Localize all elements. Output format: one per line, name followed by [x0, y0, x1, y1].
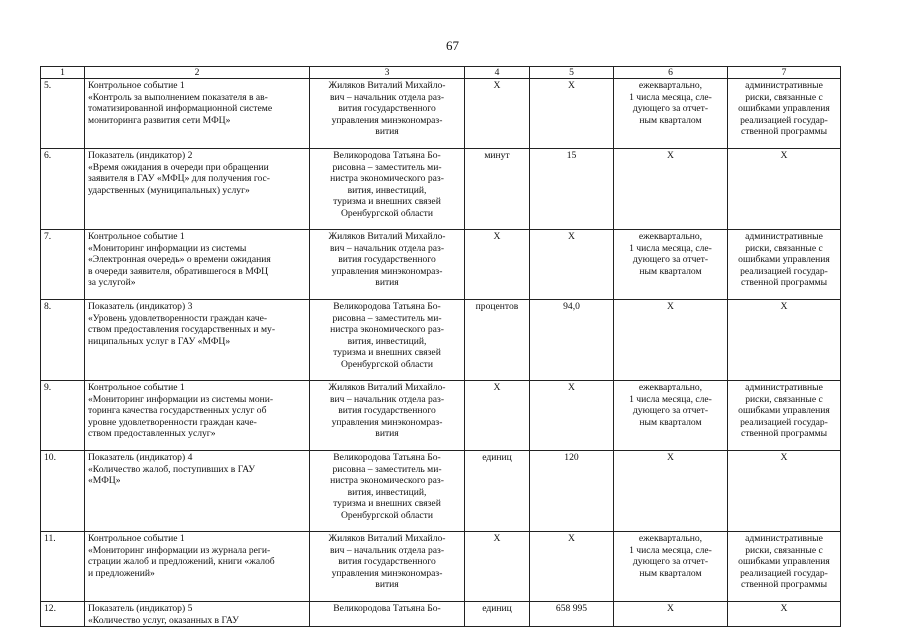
cell-line: дующего за отчет-	[632, 103, 709, 115]
cell-line: Жиляков Виталий Михайло-	[328, 533, 446, 544]
cell-line: административные	[745, 231, 823, 242]
risk-cell	[728, 230, 841, 300]
cell-line: вития, инвестиций,	[347, 184, 427, 196]
cell-line: единиц	[482, 452, 512, 463]
cell-line: заявителя в ГАУ «МФЦ» для получения гос-	[88, 173, 270, 185]
unit-cell	[465, 79, 530, 149]
cell-line: реализацией государ-	[740, 265, 828, 277]
cell-line: туризма и внешних связей	[333, 347, 441, 359]
cell-line: дующего за отчет-	[632, 254, 709, 266]
cell-line: Контрольное событие 1	[88, 231, 185, 242]
cell-line: ниципальных услуг в ГАУ «МФЦ»	[88, 335, 231, 347]
cell-line: ошибками управления	[738, 254, 830, 266]
column-number: 1	[41, 67, 85, 79]
cell-line: вич – начальник отдела раз-	[329, 91, 445, 103]
cell-line: ством предоставленных услуг»	[88, 428, 216, 440]
cell-line: процентов	[475, 301, 519, 312]
value-cell	[530, 79, 614, 149]
unit-cell	[465, 230, 530, 300]
cell-line: X	[493, 231, 501, 242]
unit-cell	[465, 300, 530, 381]
cell-line: ственной программы	[740, 277, 828, 289]
cell-line: ным кварталом	[639, 416, 702, 428]
unit-cell	[465, 532, 530, 602]
cell-line: нистра экономического раз-	[330, 173, 444, 185]
cell-line: вич – начальник отдела раз-	[329, 393, 445, 405]
value-cell	[530, 300, 614, 381]
cell-line: административные	[745, 80, 823, 91]
cell-line: «Время ожидания в очереди при обращении	[88, 161, 269, 173]
cell-line: риски, связанные с	[745, 242, 823, 254]
table-row	[41, 230, 841, 300]
page-number: 67	[446, 38, 459, 53]
column-number: 7	[728, 67, 841, 79]
cell-line: Великородова Татьяна Бо-	[333, 603, 441, 614]
column-number: 3	[310, 67, 465, 79]
risk-cell	[728, 381, 841, 451]
cell-line: Контрольное событие 1	[88, 382, 185, 393]
cell-line: 94,0	[563, 301, 580, 312]
column-number: 2	[85, 67, 310, 79]
period-cell	[614, 79, 728, 149]
row-number-cell: 10.	[41, 451, 85, 532]
period-cell	[614, 381, 728, 451]
cell-line: страции жалоб и предложений, книги «жалоб	[88, 556, 275, 568]
unit-cell	[465, 451, 530, 532]
cell-line: X	[667, 452, 674, 463]
cell-line: управления минэкономраз-	[331, 114, 443, 126]
cell-line: за услугой»	[88, 277, 136, 289]
column-number: 5	[530, 67, 614, 79]
value-cell	[530, 602, 614, 627]
responsible-cell	[310, 79, 465, 149]
table-row	[41, 79, 841, 149]
cell-line: X	[568, 231, 575, 242]
cell-line: рисовна – заместитель ми-	[332, 312, 442, 324]
cell-line: ежеквартально,	[638, 231, 703, 242]
cell-line: управления минэкономраз-	[331, 416, 443, 428]
cell-line: ным кварталом	[639, 114, 702, 126]
row-number-cell: 8.	[41, 300, 85, 381]
cell-line: Контрольное событие 1	[88, 80, 185, 91]
unit-cell	[465, 149, 530, 230]
cell-line: туризма и внешних связей	[333, 196, 441, 208]
cell-line: 120	[564, 452, 579, 463]
cell-line: в очереди заявителя, обратившегося в МФЦ	[88, 265, 269, 277]
value-cell	[530, 149, 614, 230]
responsible-cell	[310, 230, 465, 300]
value-cell	[530, 381, 614, 451]
item-name-cell	[85, 149, 310, 230]
cell-line: «Мониторинг информации из системы мони-	[88, 393, 274, 405]
cell-line: уровне удовлетворенности граждан каче-	[88, 416, 257, 428]
column-number: 4	[465, 67, 530, 79]
cell-line: X	[493, 533, 501, 544]
cell-line: X	[568, 382, 575, 393]
cell-line: вития	[375, 428, 399, 440]
cell-line: реализацией государ-	[740, 416, 828, 428]
responsible-cell	[310, 532, 465, 602]
row-number-cell: 6.	[41, 149, 85, 230]
cell-line: единиц	[482, 603, 512, 614]
table-row	[41, 602, 841, 627]
cell-line: X	[667, 301, 674, 312]
unit-cell	[465, 381, 530, 451]
cell-line: «Электронная очередь» о времени ожидания	[88, 254, 271, 266]
cell-line: управления минэкономраз-	[331, 265, 443, 277]
cell-line: ством предоставления государственных и му-	[88, 324, 276, 336]
cell-line: «Контроль за выполнением показателя в ав-	[88, 91, 268, 103]
item-name-cell	[85, 230, 310, 300]
cell-line: Оренбургской области	[341, 509, 433, 521]
cell-line: Жиляков Виталий Михайло-	[328, 231, 446, 242]
risk-cell	[728, 300, 841, 381]
cell-line: томатизированной информационной системе	[88, 103, 273, 115]
cell-line: X	[780, 150, 788, 161]
table-row	[41, 300, 841, 381]
cell-line: «МФЦ»	[88, 475, 121, 487]
cell-line: Жиляков Виталий Михайло-	[328, 382, 446, 393]
cell-line: 1 числа месяца, сле-	[629, 544, 712, 556]
row-number-cell: 7.	[41, 230, 85, 300]
responsible-cell	[310, 149, 465, 230]
cell-line: Жиляков Виталий Михайло-	[328, 80, 446, 91]
cell-line: X	[667, 150, 674, 161]
cell-line: Великородова Татьяна Бо-	[333, 301, 441, 312]
cell-line: X	[493, 80, 501, 91]
cell-line: 1 числа месяца, сле-	[629, 242, 712, 254]
period-cell	[614, 300, 728, 381]
cell-line: ежеквартально,	[638, 80, 703, 91]
item-name-cell	[85, 451, 310, 532]
cell-line: ственной программы	[740, 428, 828, 440]
value-cell	[530, 230, 614, 300]
cell-line: ежеквартально,	[638, 382, 703, 393]
cell-line: «Количество услуг, оказанных в ГАУ	[88, 614, 239, 626]
cell-line: вития	[375, 126, 399, 138]
column-number-row	[41, 67, 841, 79]
cell-line: административные	[745, 533, 823, 544]
cell-line: X	[568, 80, 575, 91]
cell-line: 1 числа месяца, сле-	[629, 393, 712, 405]
cell-line: Оренбургской области	[341, 358, 433, 370]
cell-line: рисовна – заместитель ми-	[332, 463, 442, 475]
cell-line: Контрольное событие 1	[88, 533, 185, 544]
cell-line: Великородова Татьяна Бо-	[333, 452, 441, 463]
cell-line: вития	[375, 277, 399, 289]
cell-line: ным кварталом	[639, 567, 702, 579]
cell-line: риски, связанные с	[745, 91, 823, 103]
cell-line: реализацией государ-	[740, 114, 828, 126]
risk-cell	[728, 532, 841, 602]
table-body	[41, 67, 841, 627]
table-row	[41, 451, 841, 532]
cell-line: «Уровень удовлетворенности граждан каче-	[88, 312, 268, 324]
cell-line: 658 995	[555, 603, 588, 614]
risk-cell	[728, 602, 841, 627]
cell-line: риски, связанные с	[745, 544, 823, 556]
table-row	[41, 532, 841, 602]
cell-line: реализацией государ-	[740, 567, 828, 579]
cell-line: 1 числа месяца, сле-	[629, 91, 712, 103]
cell-line: вития, инвестиций,	[347, 486, 427, 498]
risk-cell	[728, 149, 841, 230]
cell-line: дующего за отчет-	[632, 405, 709, 417]
item-name-cell	[85, 532, 310, 602]
cell-line: вич – начальник отдела раз-	[329, 544, 445, 556]
cell-line: вития	[375, 579, 399, 591]
table-row	[41, 381, 841, 451]
cell-line: X	[568, 533, 575, 544]
row-number-cell: 5.	[41, 79, 85, 149]
risk-cell	[728, 451, 841, 532]
cell-line: Великородова Татьяна Бо-	[333, 150, 441, 161]
program-table	[40, 66, 841, 627]
cell-line: «Мониторинг информации из журнала реги-	[88, 544, 271, 556]
cell-line: «Количество жалоб, поступивших в ГАУ	[88, 463, 256, 475]
cell-line: ственной программы	[740, 126, 828, 138]
cell-line: минут	[484, 150, 510, 161]
period-cell	[614, 149, 728, 230]
cell-line: X	[493, 382, 501, 393]
cell-line: риски, связанные с	[745, 393, 823, 405]
cell-line: вития государственного	[338, 103, 436, 115]
cell-line: X	[667, 603, 674, 614]
cell-line: ежеквартально,	[638, 533, 703, 544]
cell-line: «Мониторинг информации из системы	[88, 242, 247, 254]
cell-line: ошибками управления	[738, 405, 830, 417]
cell-line: X	[780, 301, 788, 312]
cell-line: торинга качества государственных услуг об	[88, 405, 267, 417]
cell-line: ным кварталом	[639, 265, 702, 277]
cell-line: туризма и внешних связей	[333, 498, 441, 510]
value-cell	[530, 532, 614, 602]
cell-line: вития государственного	[338, 556, 436, 568]
cell-line: ошибками управления	[738, 556, 830, 568]
item-name-cell	[85, 79, 310, 149]
cell-line: административные	[745, 382, 823, 393]
cell-line: X	[780, 452, 788, 463]
cell-line: Показатель (индикатор) 4	[88, 452, 193, 463]
cell-line: Показатель (индикатор) 5	[88, 603, 193, 614]
item-name-cell	[85, 300, 310, 381]
cell-line: Оренбургской области	[341, 207, 433, 219]
cell-line: рисовна – заместитель ми-	[332, 161, 442, 173]
cell-line: дующего за отчет-	[632, 556, 709, 568]
responsible-cell	[310, 451, 465, 532]
cell-line: мониторинга развития сети МФЦ»	[88, 114, 231, 126]
cell-line: ственной программы	[740, 579, 828, 591]
cell-line: вития государственного	[338, 254, 436, 266]
period-cell	[614, 230, 728, 300]
period-cell	[614, 532, 728, 602]
row-number-cell: 9.	[41, 381, 85, 451]
row-number-cell: 12.	[41, 602, 85, 627]
cell-line: ошибками управления	[738, 103, 830, 115]
cell-line: вития, инвестиций,	[347, 335, 427, 347]
table-row	[41, 149, 841, 230]
cell-line: 15	[566, 150, 577, 161]
item-name-cell	[85, 381, 310, 451]
cell-line: вития государственного	[338, 405, 436, 417]
row-number-cell: 11.	[41, 532, 85, 602]
period-cell	[614, 602, 728, 627]
cell-line: управления минэкономраз-	[331, 567, 443, 579]
cell-line: вич – начальник отдела раз-	[329, 242, 445, 254]
cell-line: X	[780, 603, 788, 614]
cell-line: Показатель (индикатор) 2	[88, 150, 193, 161]
responsible-cell	[310, 602, 465, 627]
responsible-cell	[310, 381, 465, 451]
cell-line: нистра экономического раз-	[330, 475, 444, 487]
cell-line: нистра экономического раз-	[330, 324, 444, 336]
risk-cell	[728, 79, 841, 149]
responsible-cell	[310, 300, 465, 381]
cell-line: и предложений»	[88, 567, 155, 579]
period-cell	[614, 451, 728, 532]
value-cell	[530, 451, 614, 532]
item-name-cell	[85, 602, 310, 627]
column-number: 6	[614, 67, 728, 79]
cell-line: ударственных (муниципальных) услуг»	[88, 184, 250, 196]
unit-cell	[465, 602, 530, 627]
cell-line: Показатель (индикатор) 3	[88, 301, 193, 312]
